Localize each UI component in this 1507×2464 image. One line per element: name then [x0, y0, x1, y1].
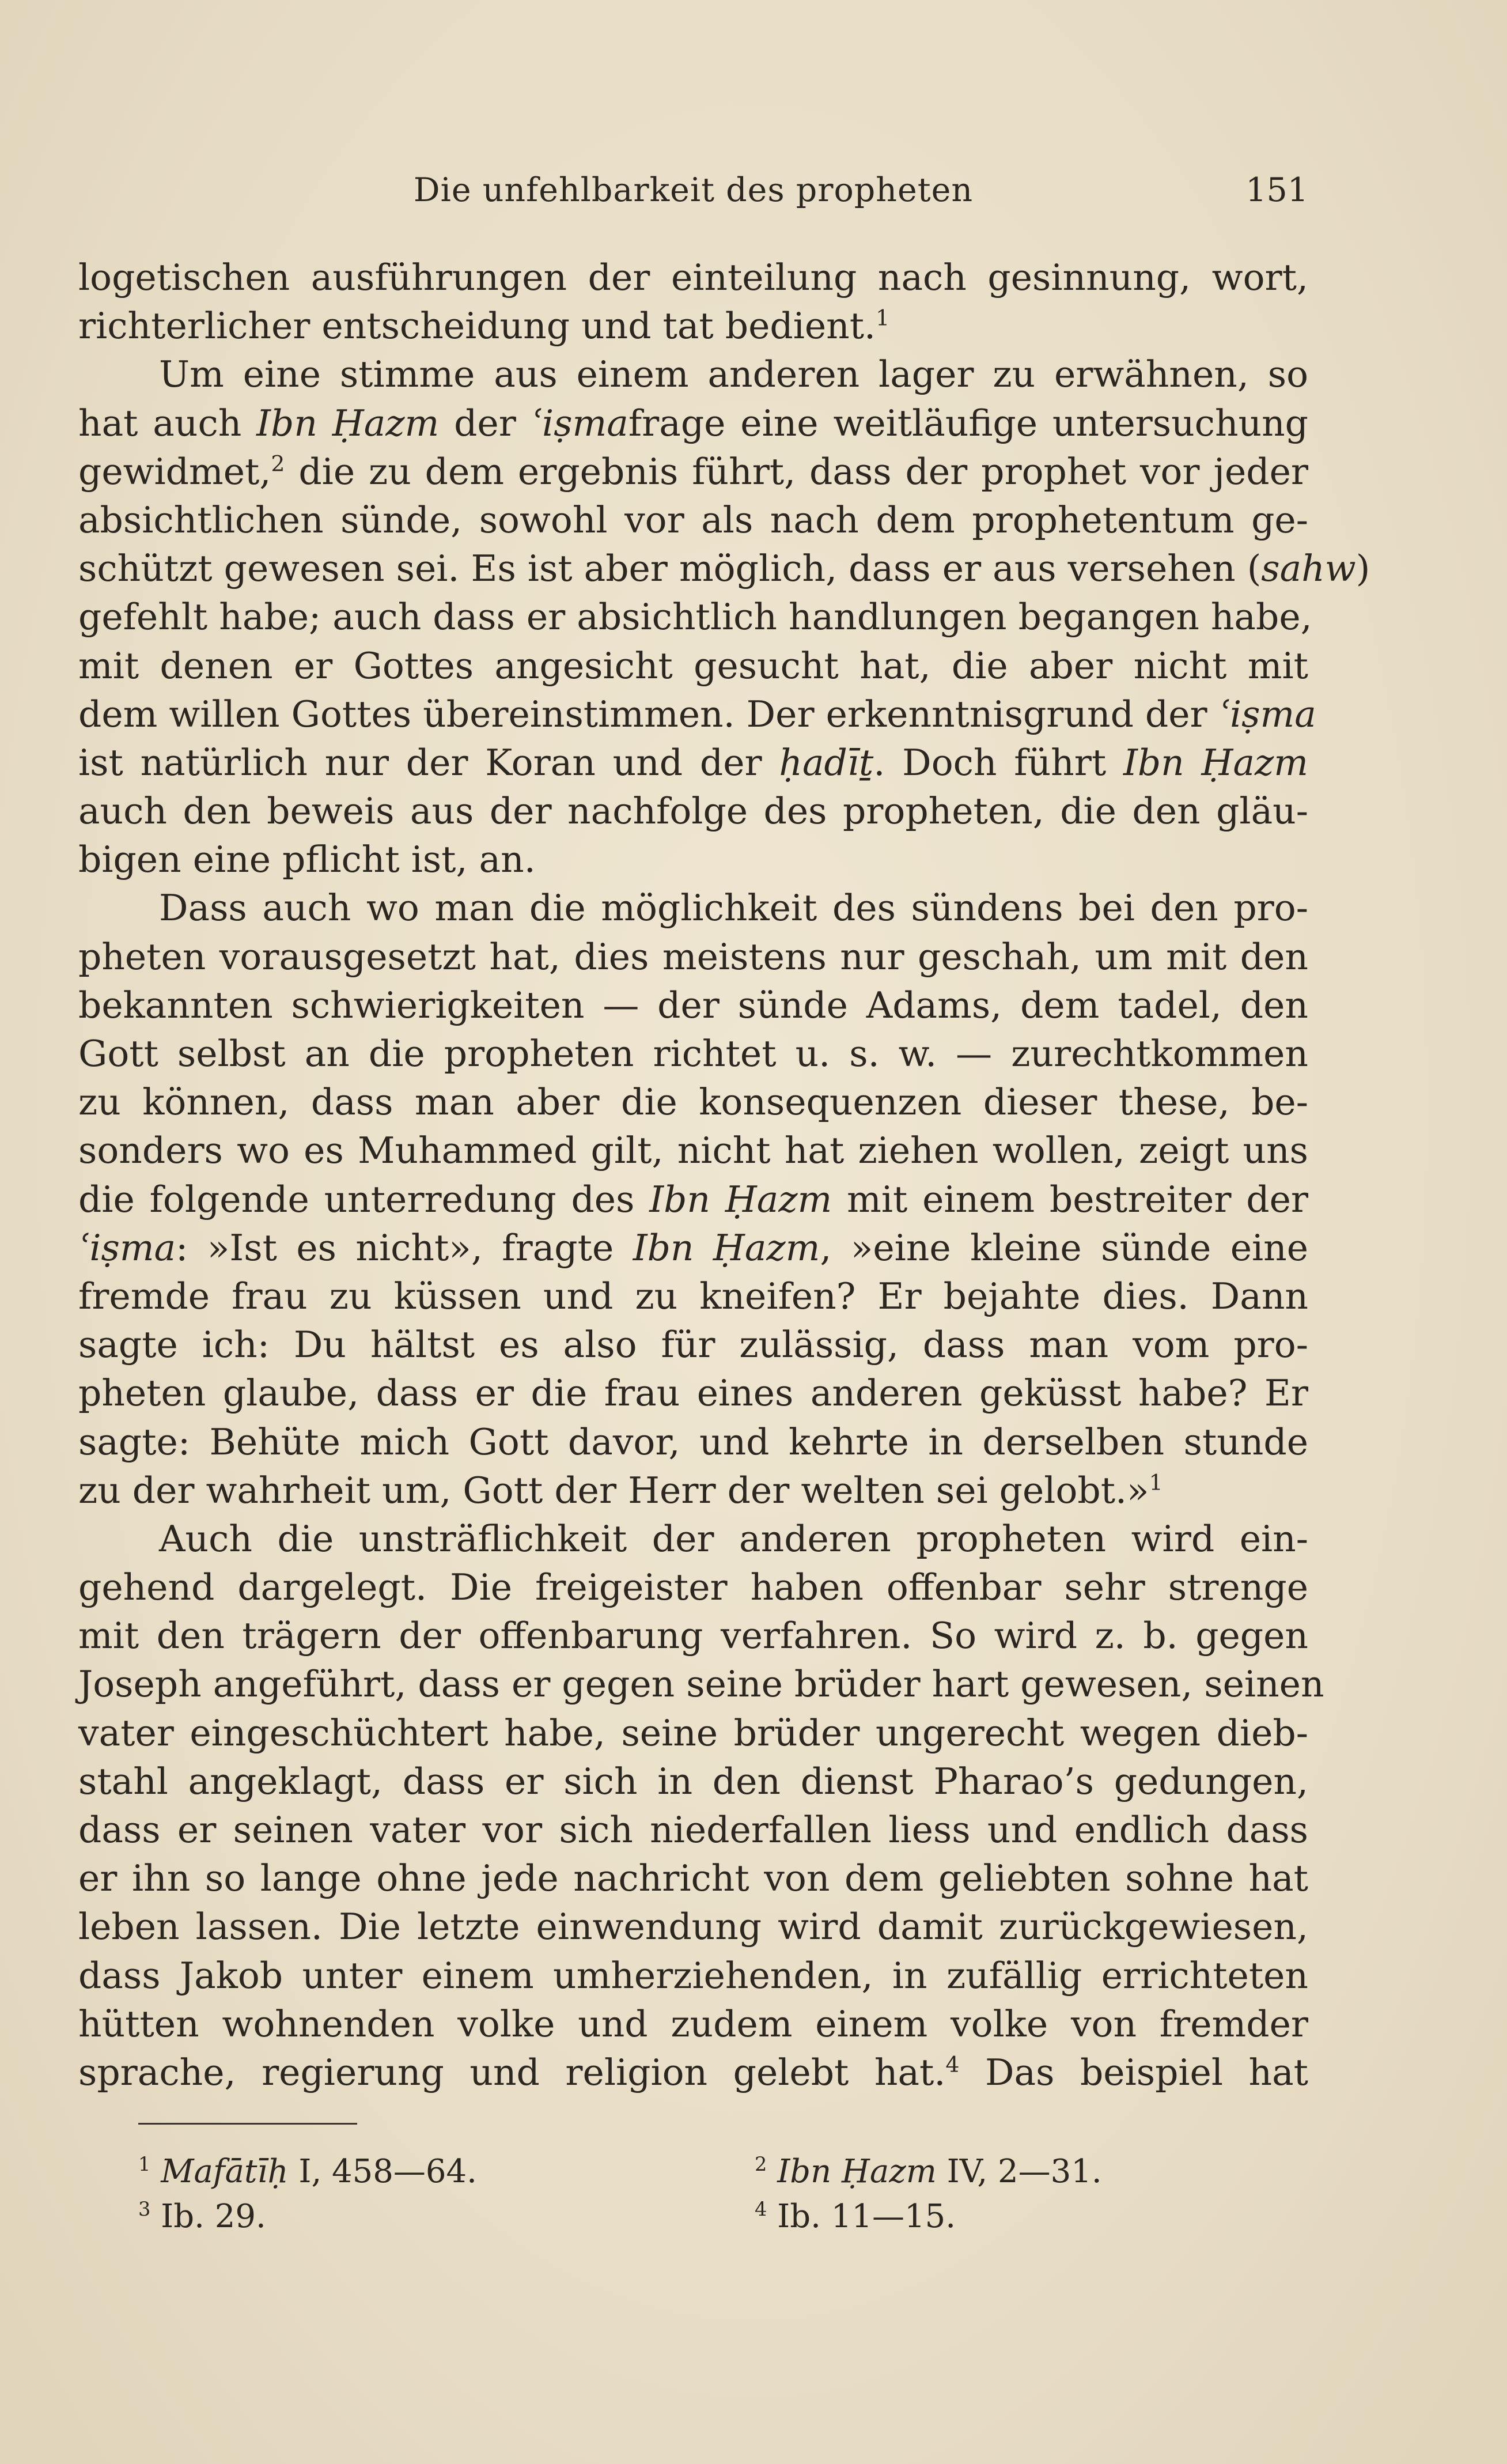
text-line: bigen eine pflicht ist, an.	[78, 838, 536, 881]
running-head	[78, 167, 1308, 213]
text-line: die folgende unterredung des Ibn Ḥazm mit einem bestreiter der	[78, 1178, 1308, 1220]
footnote-marker: 4	[945, 2051, 960, 2077]
text-line: hat auch Ibn Ḥazm der ʿiṣmafrage eine weitläufige untersuchung	[78, 402, 1309, 444]
text-line: Dass auch wo man die möglichkeit des sündens bei den pro-	[159, 887, 1308, 929]
text-line: ist natürlich nur der Koran und der ḥadīṯ. Doch führt Ibn Ḥazm	[78, 741, 1308, 784]
text-line: richterlicher entscheidung und tat bedient.$^1$	[78, 305, 890, 347]
footnote-marker: 1	[876, 305, 890, 331]
text-line: logetischen ausführungen der einteilung nach gesinnung, wort,	[78, 256, 1308, 298]
text-line: absichtlichen sünde, sowohl vor als nach dem prophetentum ge-	[78, 498, 1308, 541]
text-line: Gott selbst an die propheten richtet u. s. w. — zurechtkommen	[78, 1033, 1308, 1075]
text-line: vater eingeschüchtert habe, seine brüder ungerecht wegen dieb-	[78, 1711, 1308, 1754]
main-text	[78, 254, 1370, 2097]
footnote-marker: 2	[271, 451, 285, 477]
text-line: sagte ich: Du hältst es also für zulässig, dass man vom pro-	[78, 1324, 1308, 1366]
text-line: dem willen Gottes übereinstimmen. Der erkenntnisgrund der ʿiṣma	[78, 693, 1316, 735]
text-line: hütten wohnenden volke und zudem einem volke von fremder	[78, 2002, 1308, 2045]
text-line: gefehlt habe; auch dass er absichtlich handlungen begangen habe,	[78, 596, 1312, 638]
text-line: sonders wo es Muhammed gilt, nicht hat ziehen wollen, zeigt uns	[78, 1129, 1308, 1172]
text-line: pheten glaube, dass er die frau eines anderen geküsst habe? Er	[78, 1372, 1308, 1415]
page-number: 151	[1245, 171, 1308, 209]
text-line: dass er seinen vater vor sich niederfallen liess und endlich dass	[78, 1809, 1308, 1851]
text-line: gehend dargelegt. Die freigeister haben offenbar sehr strenge	[78, 1566, 1308, 1609]
text-line: bekannten schwierigkeiten — der sünde Adams, dem tadel, den	[78, 984, 1308, 1026]
text-line: mit den trägern der offenbarung verfahren. So wird z. b. gegen	[78, 1615, 1308, 1657]
text-line: er ihn so lange ohne jede nachricht von dem geliebten sohne hat	[78, 1857, 1308, 1900]
footnote: $^4$ Ib. 11—15.	[755, 2197, 956, 2235]
text-line: stahl angeklagt, dass er sich in den dienst Pharao’s gedungen,	[78, 1760, 1308, 1802]
text-line: leben lassen. Die letzte einwendung wird damit zurückgewiesen,	[78, 1906, 1308, 1948]
text-line: ʿiṣma: »Ist es nicht», fragte Ibn Ḥazm, »eine kleine sünde eine	[78, 1226, 1308, 1269]
text-line: sagte: Behüte mich Gott davor, und kehrte in derselben stunde	[78, 1420, 1308, 1463]
text-line: auch den beweis aus der nachfolge des propheten, die den gläu-	[78, 790, 1308, 833]
text-line: zu der wahrheit um, Gott der Herr der welten sei gelobt.»$^1$	[78, 1469, 1163, 1511]
footnote-marker: 1	[1149, 1469, 1163, 1495]
text-line: zu können, dass man aber die konsequenzen dieser these, be-	[78, 1081, 1308, 1124]
text-line: pheten vorausgesetzt hat, dies meistens nur geschah, um mit den	[78, 935, 1308, 978]
text-line: Um eine stimme aus einem anderen lager zu erwähnen, so	[159, 353, 1308, 396]
running-title: Die unfehlbarkeit des propheten	[413, 171, 974, 209]
text-line: gewidmet,$^2$ die zu dem ergebnis führt, dass der prophet vor jeder	[78, 450, 1308, 493]
text-line: sprache, regierung und religion gelebt hat.$^4$ Das beispiel hat	[78, 2051, 1308, 2093]
text-line: mit denen er Gottes angesicht gesucht hat, die aber nicht mit	[78, 644, 1308, 687]
text-line: dass Jakob unter einem umherziehenden, in zufällig errichteten	[78, 1954, 1308, 1997]
text-line: Joseph angeführt, dass er gegen seine brüder hart gewesen, seinen	[78, 1663, 1324, 1706]
footnote: $^3$ Ib. 29.	[138, 2197, 266, 2235]
text-line: schützt gewesen sei. Es ist aber möglich, dass er aus versehen (sahw)	[78, 547, 1370, 590]
footnote: $^1$ Mafātīḥ I, 458—64.	[138, 2152, 477, 2190]
footnote: $^2$ Ibn Ḥazm IV, 2—31.	[755, 2152, 1102, 2190]
text-line: Auch die unsträflichkeit der anderen propheten wird ein-	[159, 1517, 1308, 1560]
text-line: fremde frau zu küssen und zu kneifen? Er bejahte dies. Dann	[78, 1275, 1308, 1317]
footnote-divider	[138, 2123, 357, 2125]
